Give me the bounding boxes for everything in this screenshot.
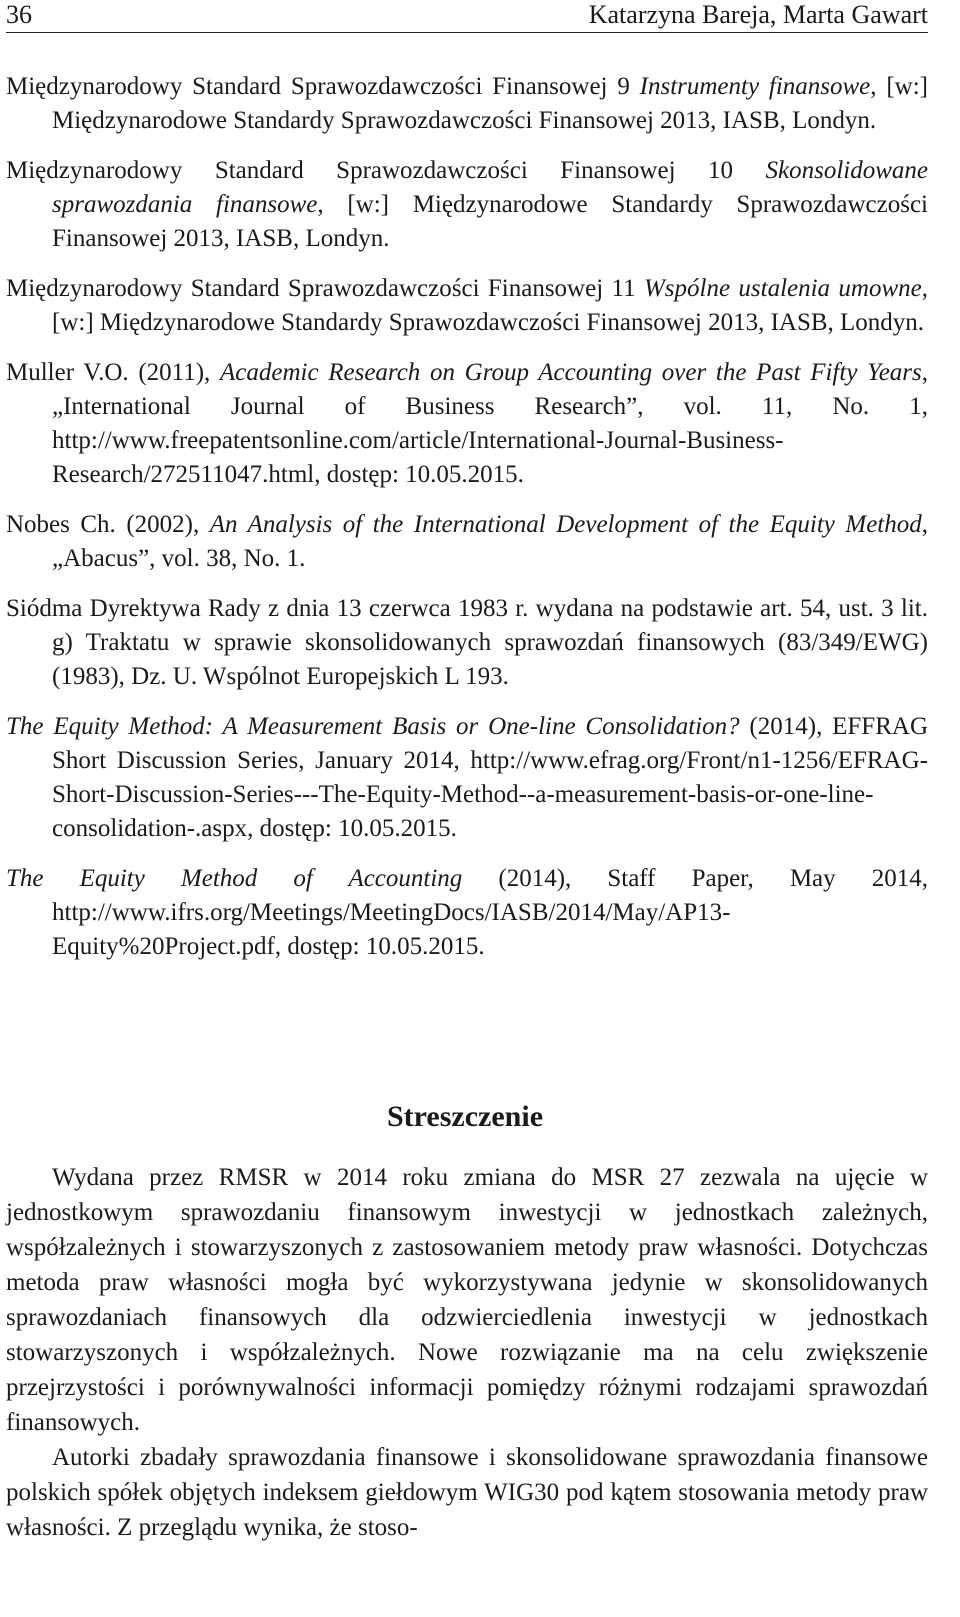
page-number: 36 <box>6 0 32 29</box>
reference-text: , „Abacus”, vol. 38, No. 1. <box>52 511 928 572</box>
reference-title: Academic Research on Group Accounting over the Past Fifty Years <box>219 359 922 386</box>
reference-text: Międzynarodowy Standard Sprawozdawczości Finansowej 9 <box>6 73 640 100</box>
reference-entry <box>6 272 928 340</box>
reference-title: Instrumenty finansowe <box>639 73 871 100</box>
reference-text: (2014), EFFRAG Short Discussion Series, January 2014, http://www.efrag.org/Front/n1-1256/EFRAG-Short-Discussion-Series---The-Equity-Method--a-measurement-basis-or-one-line-consolidation-.aspx, dostęp: 10.05.2015. <box>52 713 928 842</box>
reference-title: The Equity Method of Accounting <box>6 865 463 892</box>
reference-text: Siódma Dyrektywa Rady z dnia 13 czerwca 1983 r. wydana na podstawie art. 54, ust. 3 lit. g) Traktatu w sprawie skonsolidowanych sprawozdań finansowych (83/349/EWG) (1983), Dz. U. Wspólnot Europejskich L 193. <box>6 595 928 690</box>
summary-body <box>6 1160 928 1545</box>
reference-entry <box>6 154 928 256</box>
reference-title: Skonsolidowane sprawozdania finansowe <box>52 157 928 218</box>
reference-entry <box>6 508 928 576</box>
reference-title: The Equity Method: A Measurement Basis or One-line Consolidation? <box>6 713 740 740</box>
reference-entry <box>6 862 928 964</box>
reference-entry <box>6 710 928 846</box>
reference-text: Międzynarodowy Standard Sprawozdawczości Finansowej 10 <box>6 157 766 184</box>
reference-text: , [w:] Międzynarodowe Standardy Sprawozdawczości Finansowej 2013, IASB, Londyn. <box>52 191 929 252</box>
summary-heading: Streszczenie <box>386 1100 544 1133</box>
reference-entry <box>6 592 928 694</box>
reference-text: , [w:] Międzynarodowe Standardy Sprawozdawczości Finansowej 2013, IASB, Londyn. <box>52 73 928 134</box>
reference-entry <box>6 70 928 138</box>
reference-title: Wspólne ustalenia umowne <box>643 275 922 302</box>
reference-text: (2014), Staff Paper, May 2014, http://www.ifrs.org/Meetings/MeetingDocs/IASB/2014/May/AP13-Equity%20Project.pdf, dostęp: 10.05.2015. <box>52 865 928 960</box>
reference-text: Muller V.O. (2011), <box>6 359 220 386</box>
running-head <box>6 0 928 33</box>
reference-text: , [w:] Międzynarodowe Standardy Sprawozdawczości Finansowej 2013, IASB, Londyn. <box>52 275 928 336</box>
reference-title: An Analysis of the International Development of the Equity Method <box>209 511 922 538</box>
bibliography <box>6 70 928 980</box>
reference-text: , „International Journal of Business Research”, vol. 11, No. 1, http://www.freepatentsonline.com/article/International-Journal-Business-Research/272511047.html, dostęp: 10.05.2015. <box>52 359 929 488</box>
summary-paragraph: Wydana przez RMSR w 2014 roku zmiana do MSR 27 zezwala na ujęcie w jednostkowym sprawozdaniu finansowym inwestycji w jednostkach zależnych, współzależnych i stowarzyszonych z zastosowaniem metody praw własności. Dotychczas metoda praw własności mogła być wykorzystywana jedynie w skonsolidowanych sprawozdaniach finansowych dla odzwierciedlenia inwestycji w jednostkach stowarzyszonych i współzależnych. Nowe rozwiązanie ma na celu zwiększenie przejrzystości i porównywalności informacji pomiędzy różnymi rodzajami sprawozdań finansowych. <box>6 1164 928 1436</box>
reference-text: Nobes Ch. (2002), <box>6 511 210 538</box>
reference-text: Międzynarodowy Standard Sprawozdawczości Finansowej 11 <box>6 275 644 302</box>
running-head-authors: Katarzyna Bareja, Marta Gawart <box>588 0 928 29</box>
reference-entry <box>6 356 928 492</box>
summary-paragraph: Autorki zbadały sprawozdania finansowe i skonsolidowane sprawozdania finansowe polskich spółek objętych indeksem giełdowym WIG30 pod kątem stosowania metody praw własności. Z przeglądu wynika, że stoso- <box>6 1444 928 1541</box>
